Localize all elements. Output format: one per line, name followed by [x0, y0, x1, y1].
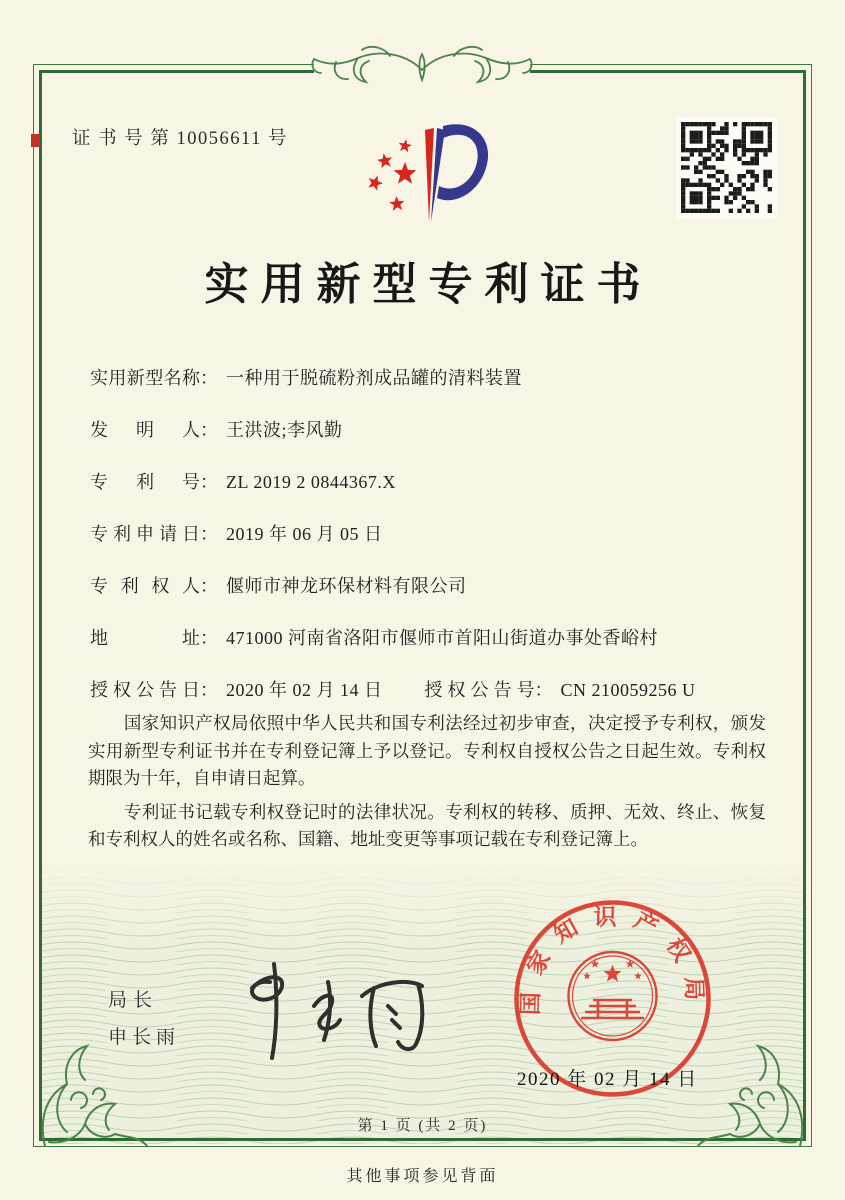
colon: ： — [200, 628, 218, 648]
field-row-address — [90, 626, 780, 651]
colon: ： — [200, 472, 218, 492]
field-row-name — [90, 366, 780, 391]
field-value: 471000 河南省洛阳市偃师市首阳山街道办事处香峪村 — [226, 628, 658, 648]
field-label: 实用新型名称 — [90, 368, 200, 388]
field-row-patentee — [90, 574, 780, 599]
legal-text — [88, 710, 766, 860]
back-side-note: 其他事项参见背面 — [346, 1168, 499, 1185]
colon: ： — [534, 680, 553, 700]
director-name: 申长雨 — [108, 1027, 181, 1048]
colon: ： — [200, 420, 218, 440]
field-value: 偃师市神龙环保材料有限公司 — [226, 576, 467, 596]
cnipa-patent-logo-icon — [335, 116, 495, 240]
field-row-filing-date — [90, 522, 780, 547]
field-list — [90, 366, 780, 730]
seal-date: 2020 年 02 月 14 日 — [517, 1069, 698, 1090]
field-label: 授权公告日 — [90, 680, 200, 700]
field-label: 专利申请日 — [90, 524, 200, 544]
certificate-number: 证 书 号 第 10056611 号 — [72, 129, 288, 149]
field-value: 2019 年 06 月 05 日 — [226, 524, 383, 544]
top-center-flourish-ornament — [290, 42, 554, 94]
field-value: 2020 年 02 月 14 日 — [226, 680, 383, 700]
page-number: 第 1 页 (共 2 页) — [357, 1118, 488, 1134]
field-label: 专 利 号 — [90, 472, 200, 492]
edge-registration-mark — [31, 134, 40, 147]
director-block — [108, 990, 180, 1049]
field-row-inventor — [90, 418, 780, 443]
field-row-grant — [90, 678, 780, 703]
colon: ： — [200, 680, 218, 700]
field-label: 发 明 人 — [90, 420, 200, 440]
logo-p-bowl — [437, 124, 488, 200]
certificate-title: 实用新型专利证书 — [204, 260, 653, 309]
logo-stars — [368, 139, 416, 211]
qr-code-icon — [676, 117, 777, 218]
field-label: 地 址 — [90, 628, 200, 648]
field-row-patent-no — [90, 470, 780, 495]
director-title: 局长 — [108, 990, 159, 1011]
grant-no-value: CN 210059256 U — [560, 680, 696, 700]
legal-paragraph-1: 国家知识产权局依照中华人民共和国专利法经过初步审查，决定授予专利权，颁发实用新型专利证书并在专利登记簿上予以登记。专利权自授权公告之日起生效。专利权期限为十年，自申请日起算。 — [88, 713, 766, 788]
colon: ： — [200, 524, 218, 544]
seal-emblem-stars — [583, 960, 642, 982]
director-signature-icon — [222, 958, 442, 1063]
colon: ： — [200, 368, 218, 388]
field-label: 专 利 权 人 — [90, 576, 200, 596]
field-value: 王洪波;李风勤 — [226, 420, 343, 440]
seal-emblem-gate — [581, 1000, 644, 1018]
field-value: ZL 2019 2 0844367.X — [226, 472, 396, 492]
grant-no-label: 授权公告号 — [424, 680, 535, 700]
legal-paragraph-2: 专利证书记载专利权登记时的法律状况。专利权的转移、质押、无效、终止、恢复和专利权人的姓名或名称、国籍、地址变更等事项记载在专利登记簿上。 — [88, 801, 766, 849]
colon: ： — [200, 576, 218, 596]
field-value: 一种用于脱硫粉剂成品罐的清料装置 — [226, 368, 522, 388]
seal-agency-text: 国家知识产权局 — [517, 904, 708, 1016]
